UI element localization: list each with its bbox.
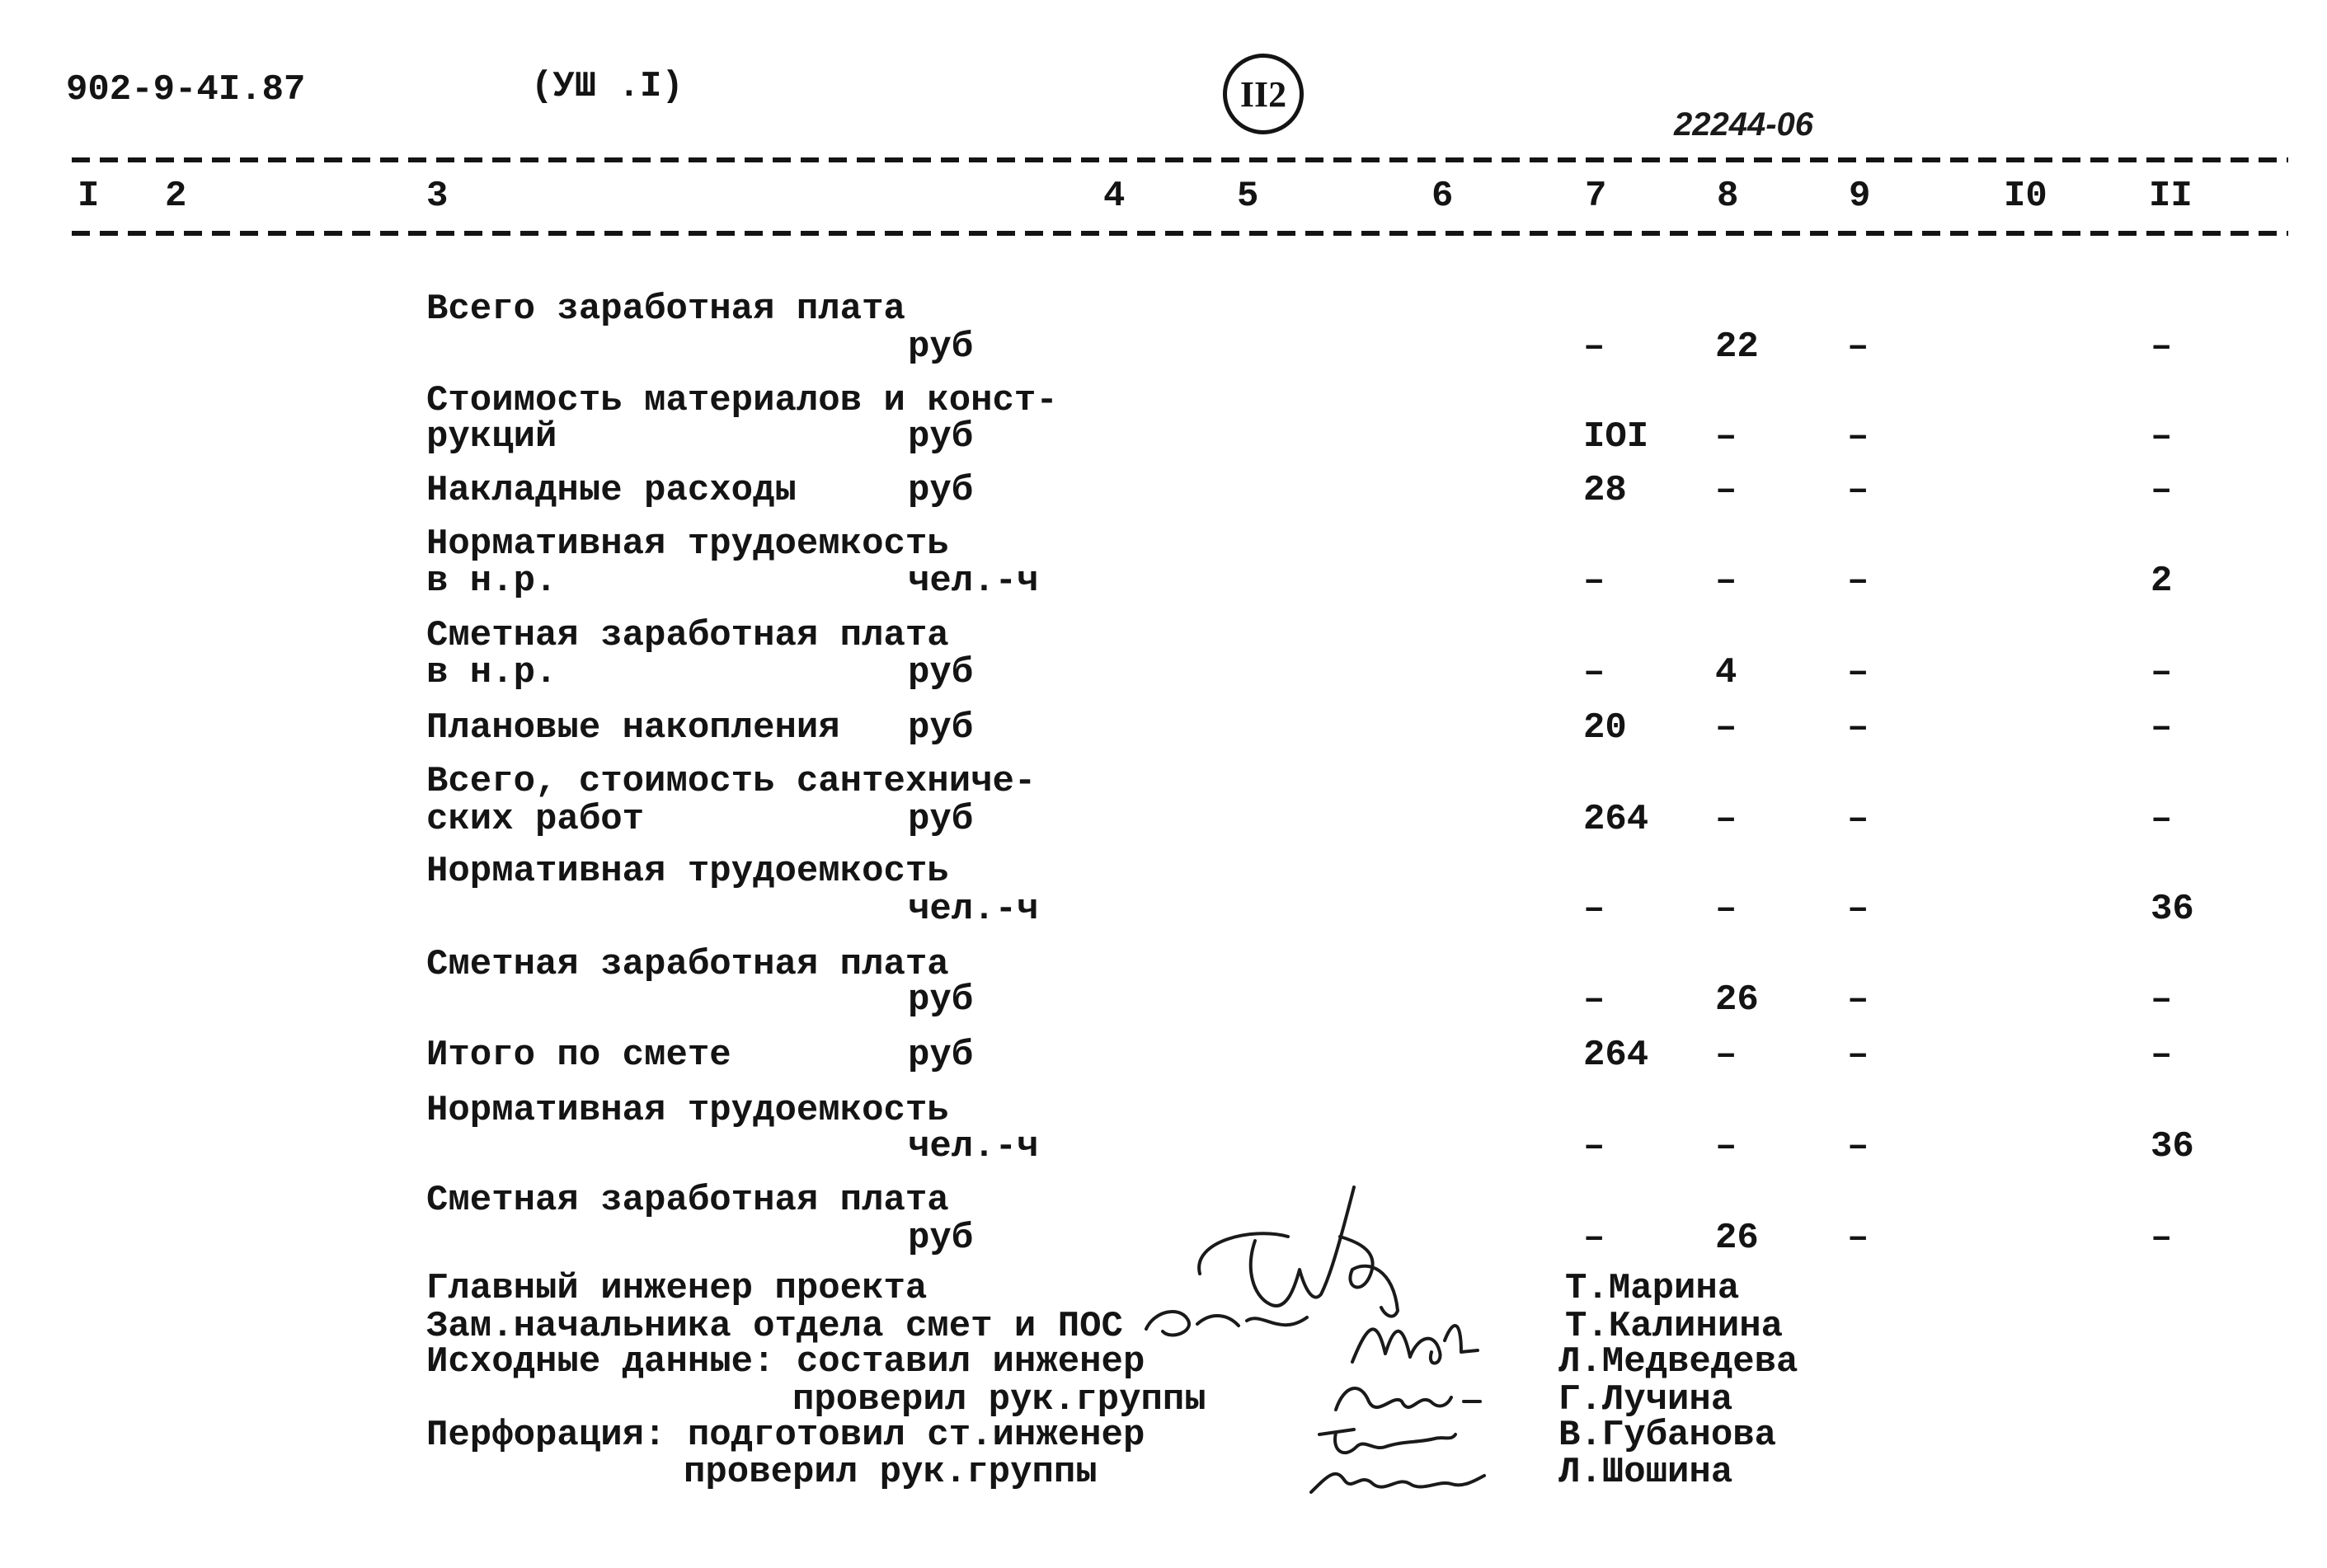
stamp-number: 22244-06 (1674, 106, 1814, 143)
cell-col7: – (1583, 652, 1605, 693)
row-unit: руб (908, 652, 974, 693)
row-label: Нормативная трудоемкость (426, 523, 949, 565)
cell-col11: – (2151, 416, 2173, 458)
column-number: 7 (1585, 176, 1607, 217)
signatory-role: проверил рук.группы (792, 1379, 1206, 1420)
cell-col7: IOI (1583, 416, 1649, 458)
column-number: 5 (1237, 176, 1259, 217)
column-number: I0 (2004, 176, 2047, 217)
row-unit: руб (908, 470, 974, 511)
row-unit: руб (908, 416, 974, 458)
cell-col11: – (2151, 1035, 2173, 1076)
cell-col8: 26 (1715, 979, 1759, 1021)
signatory-name: Г.Лучина (1558, 1379, 1733, 1420)
cell-col9: – (1847, 889, 1869, 930)
row-label: Стоимость материалов и конст- (426, 380, 1058, 421)
cell-col11: – (2151, 1218, 2173, 1259)
cell-col9: – (1847, 652, 1869, 693)
cell-col9: – (1847, 979, 1869, 1021)
signatory-name: В.Губанова (1558, 1415, 1777, 1456)
row-label: Всего заработная плата (426, 289, 905, 330)
signatory-role: проверил рук.группы (684, 1452, 1098, 1493)
cell-col9: – (1847, 1218, 1869, 1259)
cell-col7: – (1583, 1126, 1605, 1167)
row-unit: чел.-ч (908, 561, 1039, 602)
cell-col11: 2 (2151, 561, 2173, 602)
cell-col7: 264 (1583, 1035, 1649, 1076)
row-label-continuation: ских работ (426, 799, 645, 840)
signatory-role: Перфорация: подготовил ст.инженер (426, 1415, 1145, 1456)
row-label-continuation: в н.р. (426, 561, 557, 602)
cell-col8: 22 (1715, 326, 1759, 368)
row-unit: руб (908, 1035, 974, 1076)
cell-col8: 26 (1715, 1218, 1759, 1259)
cell-col11: – (2151, 979, 2173, 1021)
row-unit: руб (908, 326, 974, 368)
row-label: Нормативная трудоемкость (426, 1090, 949, 1131)
section-code: (УШ .I) (531, 66, 684, 107)
row-unit: руб (908, 799, 974, 840)
cell-col8: – (1715, 1035, 1737, 1076)
cell-col11: – (2151, 799, 2173, 840)
column-number: II (2149, 176, 2193, 217)
cell-col11: – (2151, 326, 2173, 368)
signature-medvedeva (1352, 1326, 1478, 1364)
cell-col8: – (1715, 416, 1737, 458)
cell-col7: – (1583, 326, 1605, 368)
column-number: 2 (165, 176, 187, 217)
cell-col7: – (1583, 889, 1605, 930)
cell-col9: – (1847, 470, 1869, 511)
cell-col11: – (2151, 707, 2173, 749)
column-number: 6 (1431, 176, 1454, 217)
row-unit: руб (908, 707, 974, 749)
cell-col9: – (1847, 707, 1869, 749)
signatory-name: Л.Медведева (1558, 1341, 1798, 1383)
cell-col7: – (1583, 1218, 1605, 1259)
column-number: 8 (1717, 176, 1739, 217)
column-number: 9 (1849, 176, 1871, 217)
cell-col7: – (1583, 979, 1605, 1021)
cell-col9: – (1847, 1126, 1869, 1167)
cell-col7: 20 (1583, 707, 1627, 749)
signature-gubanova (1319, 1430, 1455, 1453)
page-number: II2 (1239, 73, 1287, 115)
cell-col8: 4 (1715, 652, 1737, 693)
cell-col11: 36 (2151, 889, 2194, 930)
signatory-name: Л.Шошина (1558, 1452, 1733, 1493)
row-unit: чел.-ч (908, 1126, 1039, 1167)
row-label: Итого по смете (426, 1035, 731, 1076)
row-label: Всего, стоимость сантехниче- (426, 761, 1037, 802)
page-number-circle (1223, 54, 1304, 134)
row-label: Сметная заработная плата (426, 944, 949, 985)
row-unit: чел.-ч (908, 889, 1039, 930)
signatory-role: Главный инженер проекта (426, 1268, 928, 1309)
row-label: Накладные расходы (426, 470, 797, 511)
signature-deputy-head (1146, 1312, 1307, 1336)
column-number: I (78, 176, 100, 217)
column-number: 4 (1103, 176, 1126, 217)
document-code: 902-9-4I.87 (66, 69, 306, 110)
signatory-role: Зам.начальника отдела смет и ПОС (426, 1306, 1123, 1347)
row-label-continuation: в н.р. (426, 652, 557, 693)
cell-col11: 36 (2151, 1126, 2194, 1167)
row-unit: руб (908, 979, 974, 1021)
cell-col11: – (2151, 652, 2173, 693)
cell-col7: 264 (1583, 799, 1649, 840)
row-label: Сметная заработная плата (426, 615, 949, 656)
signature-chief-engineer (1199, 1187, 1398, 1317)
cell-col7: – (1583, 561, 1605, 602)
cell-col8: – (1715, 561, 1737, 602)
row-unit: руб (908, 1218, 974, 1259)
signature-luchina (1336, 1388, 1480, 1410)
cell-col9: – (1847, 1035, 1869, 1076)
cell-col8: – (1715, 1126, 1737, 1167)
cell-col9: – (1847, 416, 1869, 458)
column-number: 3 (426, 176, 449, 217)
cell-col11: – (2151, 470, 2173, 511)
cell-col7: 28 (1583, 470, 1627, 511)
cell-col8: – (1715, 470, 1737, 511)
row-label-continuation: рукций (426, 416, 557, 458)
cell-col9: – (1847, 561, 1869, 602)
row-label: Сметная заработная плата (426, 1180, 949, 1221)
signatory-name: Т.Калинина (1565, 1306, 1784, 1347)
cell-col9: – (1847, 326, 1869, 368)
cell-col8: – (1715, 799, 1737, 840)
signatory-role: Исходные данные: составил инженер (426, 1341, 1145, 1383)
signature-shoshina (1311, 1474, 1484, 1492)
row-label: Нормативная трудоемкость (426, 851, 949, 892)
cell-col9: – (1847, 799, 1869, 840)
row-label: Плановые накопления (426, 707, 840, 749)
signatory-name: Т.Марина (1565, 1268, 1740, 1309)
cell-col8: – (1715, 707, 1737, 749)
cell-col8: – (1715, 889, 1737, 930)
